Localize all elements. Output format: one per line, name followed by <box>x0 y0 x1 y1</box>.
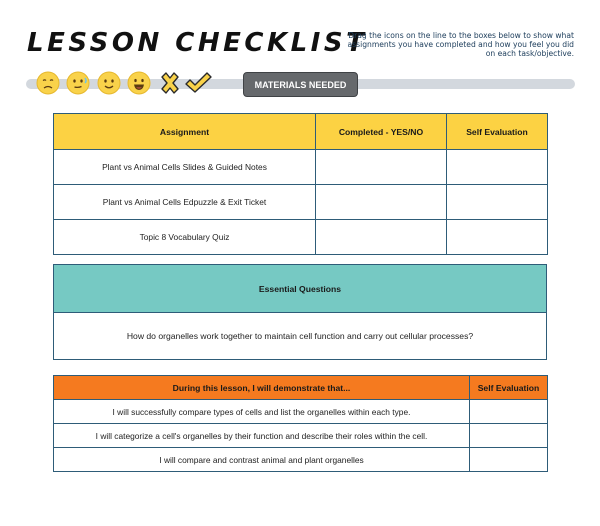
table-row <box>54 220 548 255</box>
essential-questions-header: Essential Questions <box>54 265 547 313</box>
table-row <box>54 313 547 360</box>
self-evaluation-drop-box[interactable] <box>447 150 548 185</box>
table-row <box>54 424 548 448</box>
self-evaluation-drop-box[interactable] <box>447 220 548 255</box>
table-row <box>54 185 548 220</box>
materials-needed-button[interactable]: MATERIALS NEEDED <box>243 72 358 97</box>
check-mark-icon[interactable] <box>184 71 212 95</box>
column-header-completed: Completed - YES/NO <box>316 114 447 150</box>
table-header-row <box>54 265 547 313</box>
x-mark-icon[interactable] <box>158 71 182 95</box>
essential-question-text: How do organelles work together to maintain cell function and carry out cellular processes? <box>54 313 547 360</box>
instructions-text: Drag the icons on the line to the boxes below to show what assignments you have completed and how you feel you did on each task/objective. <box>347 31 574 58</box>
self-evaluation-drop-box[interactable] <box>470 400 548 424</box>
column-header-assignment: Assignment <box>54 114 316 150</box>
objectives-table <box>53 375 548 472</box>
assignment-cell: Plant vs Animal Cells Slides & Guided Notes <box>54 150 316 185</box>
completed-drop-box[interactable] <box>316 220 447 255</box>
frown-face-icon[interactable] <box>36 71 60 95</box>
essential-questions-table <box>53 264 547 360</box>
assignment-cell: Topic 8 Vocabulary Quiz <box>54 220 316 255</box>
self-evaluation-drop-box[interactable] <box>470 424 548 448</box>
table-row <box>54 400 548 424</box>
assignment-cell: Plant vs Animal Cells Edpuzzle & Exit Ticket <box>54 185 316 220</box>
table-header-row <box>54 376 548 400</box>
objective-cell: I will successfully compare types of cells and list the organelles within each type. <box>54 400 470 424</box>
meh-face-icon[interactable] <box>66 71 90 95</box>
assignments-table <box>53 113 548 255</box>
grin-face-icon[interactable] <box>127 71 151 95</box>
completed-drop-box[interactable] <box>316 185 447 220</box>
objective-cell: I will categorize a cell's organelles by their function and describe their roles within the cell. <box>54 424 470 448</box>
column-header-objectives: During this lesson, I will demonstrate that... <box>54 376 470 400</box>
self-evaluation-drop-box[interactable] <box>470 448 548 472</box>
table-header-row <box>54 114 548 150</box>
column-header-self-evaluation: Self Evaluation <box>447 114 548 150</box>
table-row <box>54 448 548 472</box>
column-header-self-evaluation: Self Evaluation <box>470 376 548 400</box>
smile-face-icon[interactable] <box>97 71 121 95</box>
page-title: LESSON CHECKLIST <box>27 28 368 58</box>
table-row <box>54 150 548 185</box>
completed-drop-box[interactable] <box>316 150 447 185</box>
objective-cell: I will compare and contrast animal and plant organelles <box>54 448 470 472</box>
self-evaluation-drop-box[interactable] <box>447 185 548 220</box>
